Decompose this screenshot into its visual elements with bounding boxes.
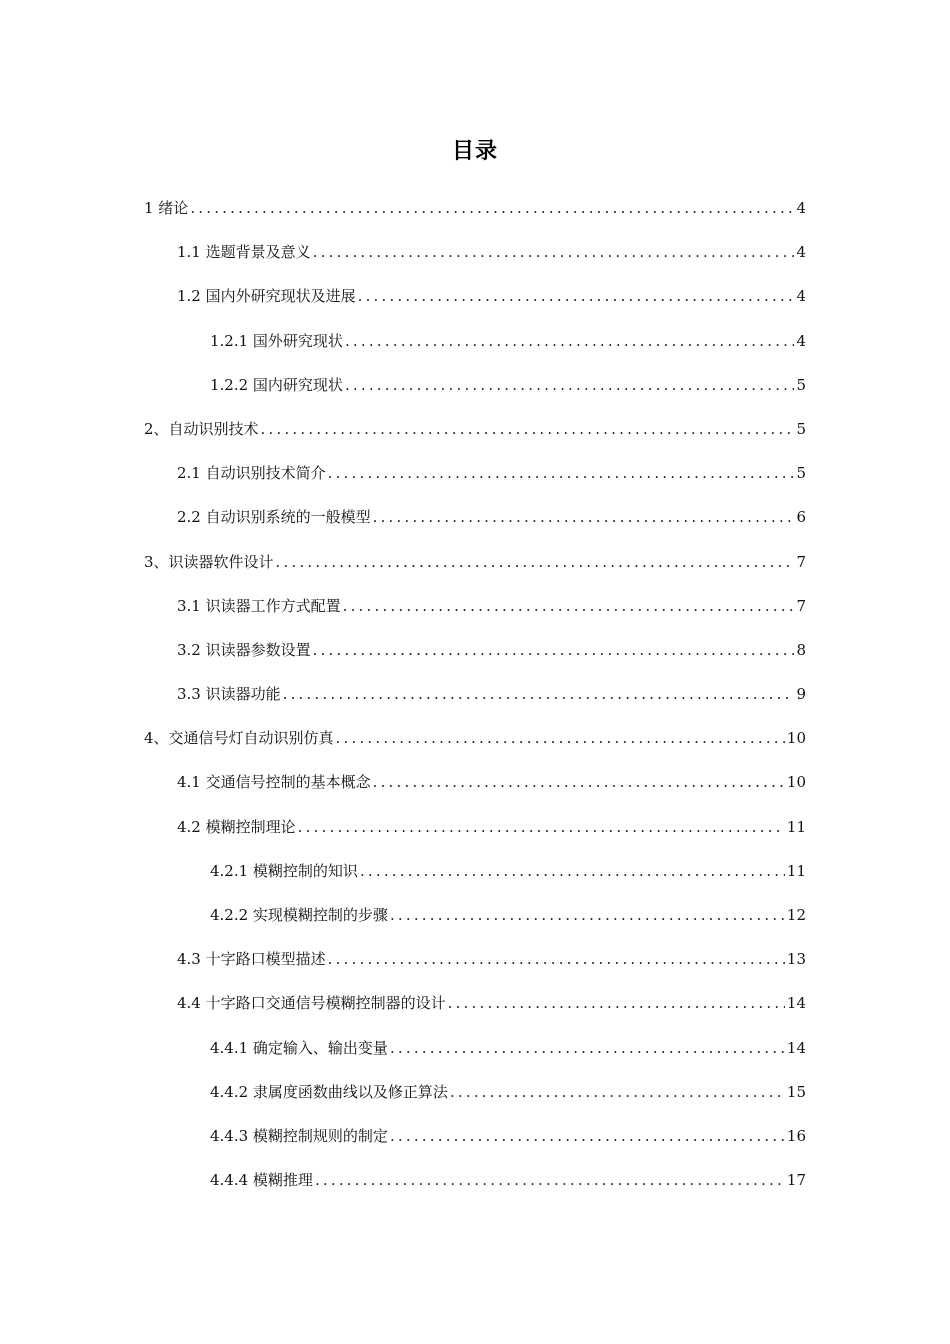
toc-entry[interactable]	[0, 859, 950, 903]
toc-dot-leader	[450, 1080, 785, 1104]
toc-dot-leader	[328, 947, 785, 971]
toc-entry[interactable]	[0, 196, 950, 240]
toc-entry-label: 4.4 十字路口交通信号模糊控制器的设计	[177, 994, 446, 1013]
toc-entry-label: 1.2 国内外研究现状及进展	[177, 287, 356, 306]
toc-entry[interactable]	[0, 550, 950, 594]
toc-page-number: 8	[796, 640, 806, 659]
toc-dot-leader	[448, 991, 785, 1015]
toc-entry-label: 1.1 选题背景及意义	[177, 243, 311, 262]
toc-entry-label: 1.2.2 国内研究现状	[210, 375, 343, 394]
toc-page-number: 4	[796, 287, 806, 306]
toc-page-number: 4	[796, 331, 806, 350]
toc-page-number: 7	[796, 552, 806, 571]
toc-entry[interactable]	[0, 991, 950, 1035]
toc-page-number: 10	[786, 773, 806, 792]
toc-page-number: 5	[796, 419, 806, 438]
toc-entry[interactable]	[0, 329, 950, 373]
toc-page-number: 5	[796, 375, 806, 394]
toc-page-number: 14	[786, 994, 806, 1013]
toc-dot-leader	[261, 417, 795, 441]
toc-dot-leader	[336, 726, 785, 750]
toc-dot-leader	[390, 1036, 785, 1060]
toc-dot-leader	[373, 505, 795, 529]
toc-page-number: 12	[786, 906, 806, 924]
toc-entry[interactable]	[0, 461, 950, 505]
toc-page-number: 9	[796, 685, 806, 704]
toc-entry-label: 4.4.4 模糊推理	[210, 1171, 313, 1190]
toc-entry[interactable]	[0, 1124, 950, 1168]
toc-entry-label: 4.3 十字路口模型描述	[177, 950, 326, 969]
toc-page-number: 11	[786, 817, 806, 836]
toc-dot-leader	[345, 373, 795, 397]
toc-page-number: 17	[786, 1171, 806, 1190]
toc-dot-leader	[313, 638, 795, 662]
toc-dot-leader	[343, 594, 795, 618]
toc-entry-label: 4.4.1 确定输入、输出变量	[210, 1038, 388, 1057]
toc-page-number: 15	[786, 1082, 806, 1101]
toc-dot-leader	[328, 461, 795, 485]
toc-entry[interactable]	[0, 1168, 950, 1212]
toc-entry-label: 4.2 模糊控制理论	[177, 817, 296, 836]
toc-dot-leader	[358, 284, 795, 308]
toc-page-number: 6	[796, 508, 806, 527]
toc-dot-leader	[298, 815, 785, 839]
toc-entry[interactable]	[0, 417, 950, 461]
toc-entry-label: 4.4.2 隶属度函数曲线以及修正算法	[210, 1082, 448, 1101]
toc-entry-label: 2、自动识别技术	[144, 419, 259, 438]
toc-dot-leader	[360, 859, 785, 883]
toc-entry-label: 2.1 自动识别技术简介	[177, 464, 326, 483]
toc-entry[interactable]	[0, 682, 950, 726]
toc-entry[interactable]	[0, 770, 950, 814]
toc-entry-label: 4.2.2 实现模糊控制的步骤	[210, 906, 388, 924]
page-title: 目录	[451, 139, 498, 164]
toc-entry-label: 2.2 自动识别系统的一般模型	[177, 508, 371, 527]
toc-entry-label: 3.1 识读器工作方式配置	[177, 596, 341, 615]
toc-page-number: 14	[786, 1038, 806, 1057]
toc-entry[interactable]	[0, 373, 950, 417]
toc-entry[interactable]	[0, 284, 950, 328]
toc-entry[interactable]	[0, 1080, 950, 1124]
toc-page-number: 5	[796, 464, 806, 483]
toc-entry-label: 3.3 识读器功能	[177, 685, 281, 704]
toc-entry-label: 4.4.3 模糊控制规则的制定	[210, 1126, 388, 1145]
toc-page-number: 13	[786, 950, 806, 969]
toc-page-number: 7	[796, 596, 806, 615]
toc-entry-label: 3.2 识读器参数设置	[177, 640, 311, 659]
toc-entry[interactable]	[0, 505, 950, 549]
toc-entry-label: 1 绪论	[144, 199, 189, 217]
toc-entry[interactable]	[0, 594, 950, 638]
toc-dot-leader	[313, 240, 795, 264]
toc-entry[interactable]	[0, 947, 950, 991]
toc-page-number: 11	[786, 861, 806, 880]
toc-dot-leader	[390, 903, 785, 927]
toc-dot-leader	[390, 1124, 785, 1148]
toc-entry-label: 1.2.1 国外研究现状	[210, 331, 343, 350]
toc-entry-label: 4.2.1 模糊控制的知识	[210, 861, 358, 880]
toc-entry[interactable]	[0, 815, 950, 859]
toc-dot-leader	[373, 770, 785, 794]
toc-dot-leader	[315, 1168, 785, 1192]
toc-entry[interactable]	[0, 240, 950, 284]
toc-entry-label: 4.1 交通信号控制的基本概念	[177, 773, 371, 792]
toc-entry-label: 3、识读器软件设计	[144, 552, 274, 571]
toc-dot-leader	[276, 550, 795, 574]
toc-entry[interactable]	[0, 1036, 950, 1080]
toc-dot-leader	[283, 682, 795, 706]
toc-entry[interactable]	[0, 903, 950, 947]
toc-page-number: 4	[796, 243, 806, 262]
toc-entry-label: 4、交通信号灯自动识别仿真	[144, 729, 334, 748]
toc-entry[interactable]	[0, 638, 950, 682]
toc-entry[interactable]	[0, 726, 950, 770]
toc-dot-leader	[190, 196, 794, 220]
toc-page-number: 10	[786, 729, 806, 748]
table-of-contents	[0, 196, 950, 1212]
toc-page-number: 4	[796, 199, 806, 217]
toc-dot-leader	[345, 329, 795, 353]
toc-page-number: 16	[786, 1126, 806, 1145]
